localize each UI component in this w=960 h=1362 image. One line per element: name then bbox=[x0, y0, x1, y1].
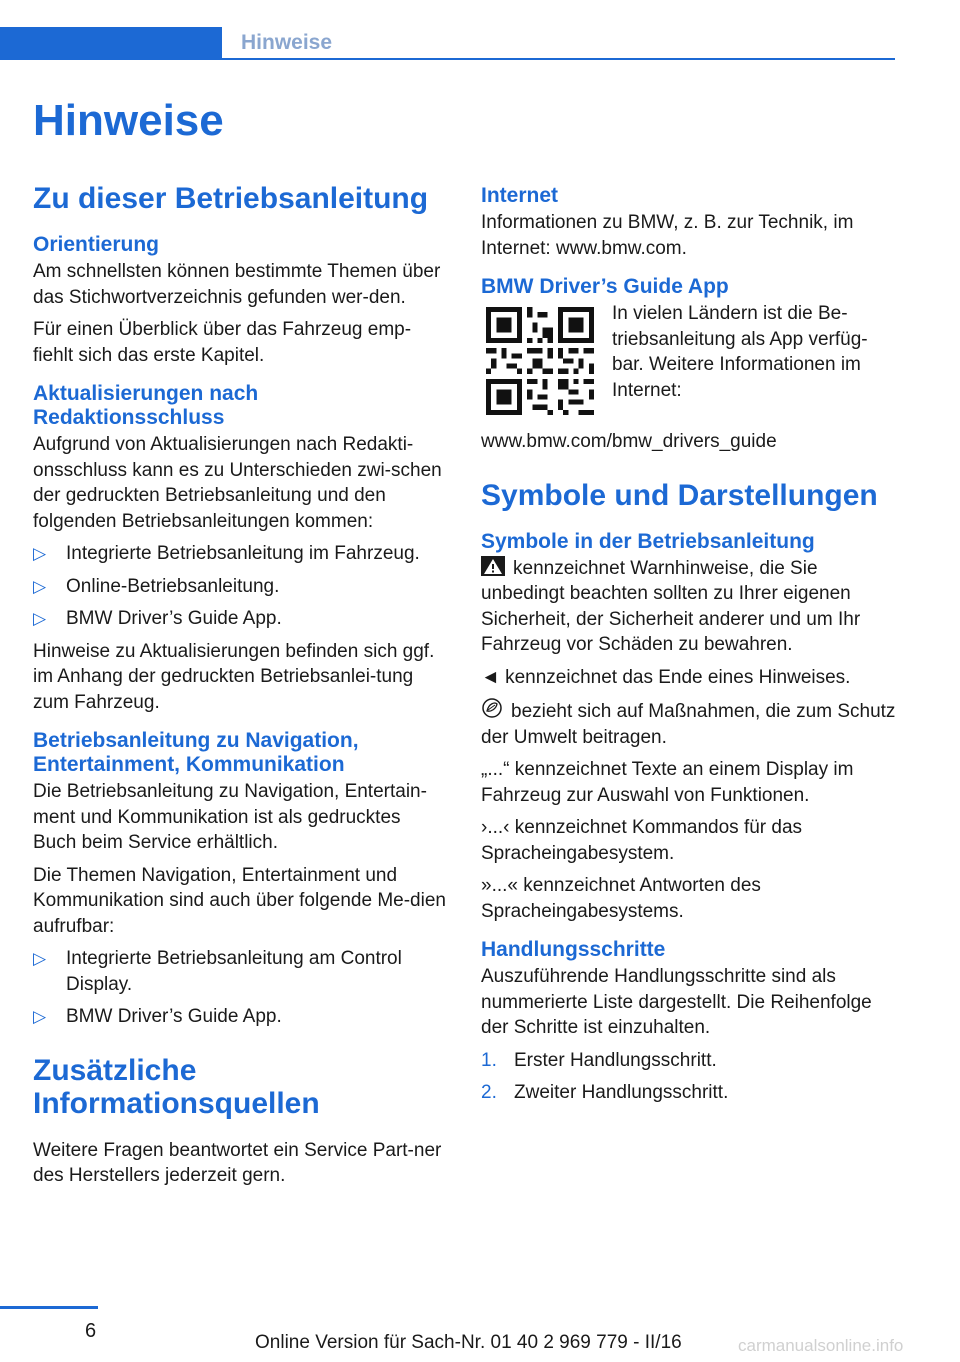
header-rule bbox=[222, 58, 895, 60]
step-text: Erster Handlungsschritt. bbox=[514, 1049, 717, 1071]
paragraph: Aufgrund von Aktualisierungen nach Redakti-onsschluss kann es zu Unterschieden zwi-schen der gedruckten Betriebsanleitung und den folgenden Betriebsanleitungen kommen: bbox=[33, 434, 442, 532]
section-internet bbox=[481, 184, 896, 261]
list-item-text: Online-Betriebsanleitung. bbox=[66, 575, 280, 597]
paragraph: ›...‹ kennzeichnet Kommandos für das Spracheingabesystem. bbox=[481, 817, 803, 864]
paragraph: Weitere Fragen beantwortet ein Service Part-ner des Herstellers jederzeit gern. bbox=[33, 1139, 442, 1186]
list-item bbox=[33, 541, 448, 567]
heading-orientierung: Orientierung bbox=[33, 233, 160, 256]
header-section-title: Hinweise bbox=[241, 31, 333, 54]
list-item bbox=[481, 1048, 896, 1074]
section-app bbox=[481, 275, 896, 455]
list-item bbox=[481, 1080, 896, 1106]
paragraph: ◄ kennzeichnet das Ende eines Hinweises. bbox=[481, 666, 851, 688]
section-symbole bbox=[481, 530, 896, 925]
numbered-list bbox=[481, 1048, 896, 1106]
heading-internet: Internet bbox=[481, 184, 559, 207]
paragraph: Am schnellsten können bestimmte Themen über das Stichwortverzeichnis gefunden wer-den. bbox=[33, 261, 441, 308]
triangle-bullet-icon: ▷ bbox=[33, 1007, 47, 1026]
step-number: 2. bbox=[481, 1082, 497, 1103]
environment-icon bbox=[481, 697, 503, 719]
bullet-list bbox=[33, 541, 448, 632]
qr-row bbox=[481, 301, 896, 415]
heading-symbole-sub: Symbole in der Betriebsanleitung bbox=[481, 529, 815, 553]
heading-navigation: Betriebsanleitung zu Navigation, Entertainment, Kommunikation bbox=[33, 729, 359, 776]
page-title: Hinweise bbox=[33, 96, 224, 145]
qr-description: In vielen Ländern ist die Be-triebsanleitung als App verfüg-bar. Weitere Informationen im Internet: bbox=[612, 303, 868, 401]
page-number: 6 bbox=[85, 1320, 97, 1342]
qr-code-icon bbox=[486, 307, 594, 415]
paragraph: »...« kennzeichnet Antworten des Spracheingabesystems. bbox=[481, 875, 761, 922]
section-handlung bbox=[481, 938, 896, 1106]
list-item bbox=[33, 574, 448, 600]
paragraph: Für einen Überblick über das Fahrzeug emp-fiehlt sich das erste Kapitel. bbox=[33, 319, 412, 366]
paragraph: Informationen zu BMW, z. B. zur Technik, im Internet: www.bmw.com. bbox=[481, 212, 854, 259]
app-url: www.bmw.com/bmw_drivers_guide bbox=[481, 431, 777, 452]
heading-handlung: Handlungsschritte bbox=[481, 938, 666, 961]
list-item-text: Integrierte Betriebsanleitung im Fahrzeug. bbox=[66, 543, 420, 564]
watermark: carmanualsonline.info bbox=[738, 1336, 904, 1355]
left-column bbox=[33, 182, 448, 1196]
list-item bbox=[33, 606, 448, 632]
paragraph-warning bbox=[481, 556, 896, 658]
list-item-text: Integrierte Betriebsanleitung am Control Display. bbox=[66, 948, 402, 995]
section-aktualisierungen bbox=[33, 382, 448, 715]
header-bar bbox=[0, 27, 222, 60]
list-item-text: BMW Driver’s Guide App. bbox=[66, 1006, 282, 1027]
triangle-bullet-icon: ▷ bbox=[33, 544, 47, 563]
triangle-bullet-icon: ▷ bbox=[33, 949, 47, 968]
paragraph: Hinweise zu Aktualisierungen befinden sich ggf. im Anhang der gedruckten Betriebsanlei-tung zum Fahrzeug. bbox=[33, 640, 435, 713]
environment-text: bezieht sich auf Maßnahmen, die zum Schutz der Umwelt beitragen. bbox=[481, 701, 896, 748]
section-navigation bbox=[33, 729, 448, 1030]
section-orientierung bbox=[33, 233, 448, 368]
heading-betriebsanleitung: Zu dieser Betriebsanleitung bbox=[33, 182, 429, 215]
step-text: Zweiter Handlungsschritt. bbox=[514, 1082, 729, 1103]
step-number: 1. bbox=[481, 1049, 497, 1071]
online-version: Online Version für Sach-Nr. 01 40 2 969 779 - II/16 bbox=[255, 1332, 682, 1353]
heading-zusaetzliche: Zusätzliche Informationsquellen bbox=[33, 1053, 320, 1120]
list-item bbox=[33, 1004, 448, 1030]
right-column bbox=[481, 184, 896, 1120]
heading-symbole: Symbole und Darstellungen bbox=[481, 478, 878, 512]
paragraph: „...“ kennzeichnet Texte an einem Display im Fahrzeug zur Auswahl von Funktionen. bbox=[481, 759, 854, 806]
paragraph: Die Betriebsanleitung zu Navigation, Entertain-ment und Kommunikation ist als gedrucktes Buch beim Service erhältlich. bbox=[33, 781, 427, 853]
list-item-text: BMW Driver’s Guide App. bbox=[66, 608, 282, 629]
paragraph: Auszuführende Handlungsschritte sind als nummerierte Liste dargestellt. Die Reihenfolge der Schritte ist einzuhalten. bbox=[481, 966, 872, 1038]
triangle-bullet-icon: ▷ bbox=[33, 609, 47, 628]
list-item bbox=[33, 946, 448, 997]
heading-app: BMW Driver’s Guide App bbox=[481, 275, 729, 298]
bullet-list bbox=[33, 946, 448, 1030]
footer-rule bbox=[0, 1306, 98, 1309]
paragraph-environment bbox=[481, 697, 896, 750]
paragraph: Die Themen Navigation, Entertainment und Kommunikation sind auch über folgende Me-dien aufrufbar: bbox=[33, 864, 446, 937]
triangle-bullet-icon: ▷ bbox=[33, 576, 47, 596]
warning-text: kennzeichnet Warnhinweise, die Sie unbedingt beachten sollten zu Ihrer eigenen Sicherheit, der Sicherheit anderer und um Ihr Fahrzeug vor Schäden zu bewahren. bbox=[481, 557, 861, 655]
heading-aktualisierungen: Aktualisierungen nach Redaktionsschluss bbox=[33, 382, 259, 429]
warning-triangle-icon bbox=[481, 556, 505, 576]
